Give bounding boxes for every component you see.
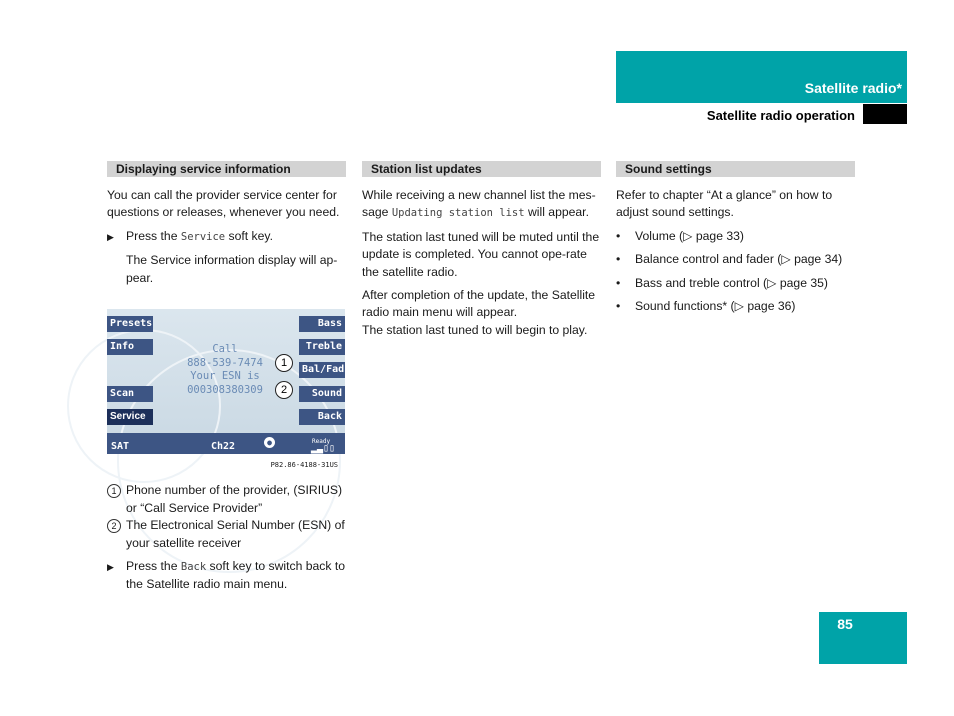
step-arrow-icon: ▶ xyxy=(107,231,114,242)
page-number: 85 xyxy=(837,616,853,632)
list-item[interactable]: • Balance control and fader (▷ page 34) xyxy=(616,251,855,268)
status-ready: Ready xyxy=(312,438,331,446)
service-display-screen xyxy=(107,309,345,454)
bullet-icon: • xyxy=(616,275,621,290)
softkey-sound[interactable]: Sound xyxy=(299,386,345,402)
disc-icon: ● xyxy=(264,437,275,448)
softkey-bass[interactable]: Bass xyxy=(299,316,345,332)
signal-strength-icon: ▂▃▯▯ xyxy=(311,443,336,455)
legend-number: 2 xyxy=(107,519,121,533)
marker-1: 1 xyxy=(275,354,293,372)
intro-text: You can call the provider service center for questions or releases, whenever you need. xyxy=(107,188,340,220)
softkey-presets[interactable]: Presets xyxy=(107,316,153,332)
section-title: Satellite radio operation xyxy=(706,108,855,123)
list-item[interactable]: • Volume (▷ page 33) xyxy=(616,228,855,245)
step-press-service: ▶ Press the Service soft key. xyxy=(107,228,346,246)
column-service-info xyxy=(107,161,346,600)
status-bar xyxy=(107,433,345,454)
bullet-icon: • xyxy=(616,228,621,243)
legend-number: 1 xyxy=(107,484,121,498)
chapter-title: Satellite radio* xyxy=(804,80,902,96)
figure-caption: P82.86-4188-31US xyxy=(270,461,338,470)
station-list-para-3a: After completion of the update, the Satellite radio main menu will appear. xyxy=(362,288,596,320)
legend-item-2: 2 The Electronical Serial Number (ESN) of your satellite receiver xyxy=(107,517,346,552)
station-list-para-1: While receiving a new channel list the mes-sage Updating station list will appear. xyxy=(362,188,596,220)
station-list-para-3b: The station last tuned to will begin to play. xyxy=(362,322,588,337)
status-source: SAT xyxy=(111,441,130,453)
heading-sound-settings: Sound settings xyxy=(616,161,855,177)
updating-message-code: Updating station list xyxy=(391,207,525,220)
softkey-info[interactable]: Info xyxy=(107,339,153,355)
station-list-para-2: The station last tuned will be muted until the update is completed. You cannot ope-rate the satellite radio. xyxy=(362,229,600,279)
legend-item-1: 1 Phone number of the provider, (SIRIUS) or “Call Service Provider” xyxy=(107,482,346,517)
softkey-service[interactable]: Service xyxy=(107,409,153,425)
bullet-icon: • xyxy=(616,299,621,314)
step-note: The Service information display will ap-pear. xyxy=(126,253,338,285)
softkey-balfad[interactable]: Bal/Fad xyxy=(299,362,345,378)
heading-service-info: Displaying service information xyxy=(107,161,346,177)
softkey-treble[interactable]: Treble xyxy=(299,339,345,355)
list-item[interactable]: • Sound functions* (▷ page 36) xyxy=(616,298,855,315)
column-station-list xyxy=(362,161,601,345)
service-key-code: Service xyxy=(180,230,226,243)
heading-station-list: Station list updates xyxy=(362,161,601,177)
marker-2: 2 xyxy=(275,381,293,399)
sound-intro: Refer to chapter “At a glance” on how to adjust sound settings. xyxy=(616,188,833,220)
back-key-code: Back xyxy=(180,561,207,574)
header-tab-marker xyxy=(863,104,907,124)
softkey-scan[interactable]: Scan xyxy=(107,386,153,402)
softkey-back[interactable]: Back xyxy=(299,409,345,425)
column-sound-settings xyxy=(616,161,855,321)
list-item[interactable]: • Bass and treble control (▷ page 35) xyxy=(616,275,855,292)
status-channel: Ch22 xyxy=(211,441,236,453)
step-arrow-icon: ▶ xyxy=(107,562,114,573)
service-info-text: Call 888-539-7474 Your ESN is 000308380309 xyxy=(187,343,263,396)
bullet-icon: • xyxy=(616,252,621,267)
step-press-back: ▶ Press the Back soft key to switch back to the Satellite radio main menu. xyxy=(107,559,346,592)
